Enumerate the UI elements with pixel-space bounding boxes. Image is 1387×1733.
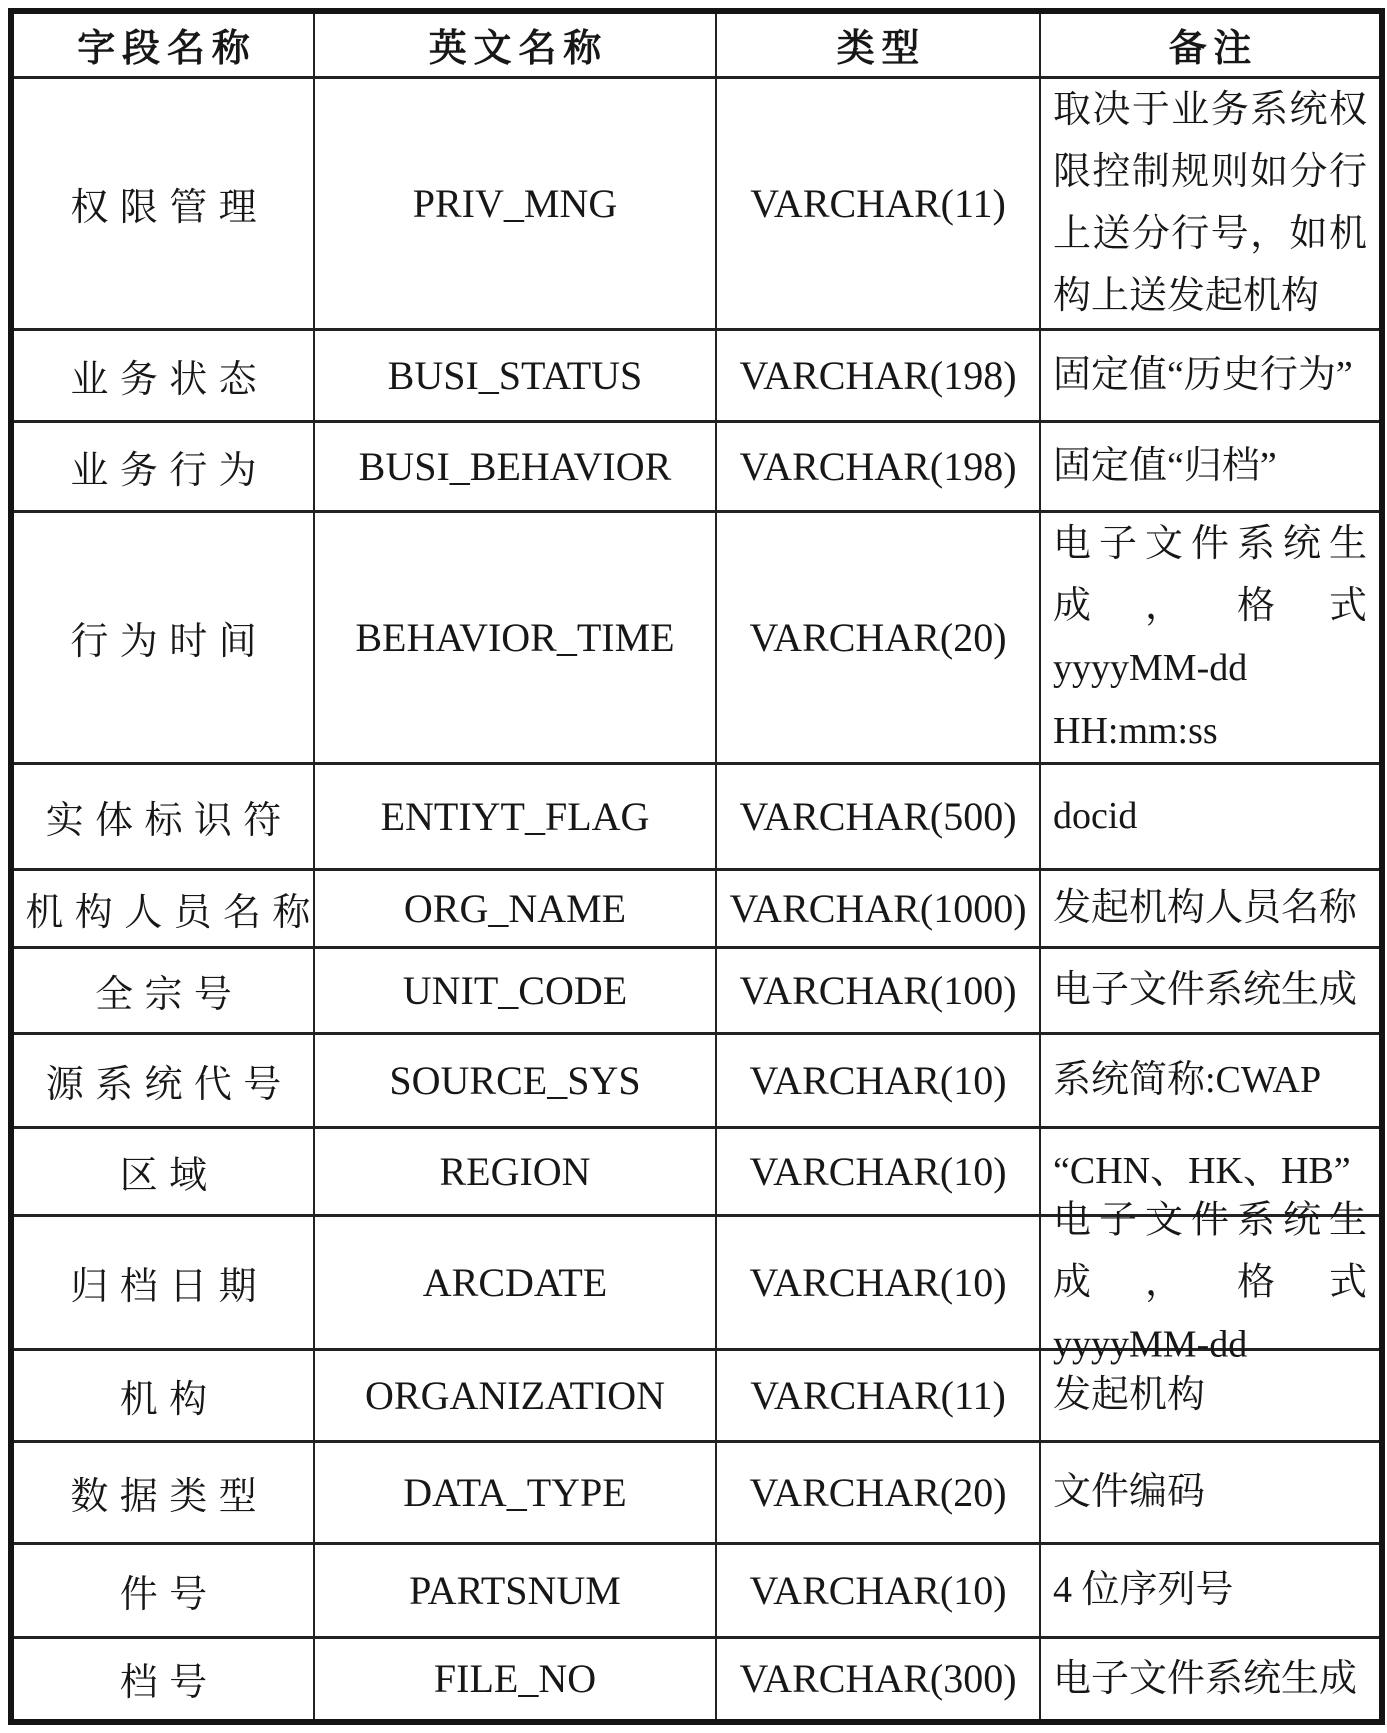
remark-cell: 电子文件系统生成: [1040, 1638, 1382, 1722]
table-row: [11, 511, 1382, 763]
field-name-cell: 档号: [11, 1638, 314, 1722]
type-cell: VARCHAR(20): [716, 1442, 1040, 1544]
col-header-remark: 备注: [1040, 11, 1382, 77]
field-name-cell: 权限管理: [11, 77, 314, 329]
type-cell: VARCHAR(20): [716, 511, 1040, 763]
table-row: [11, 1638, 1382, 1722]
table-row: [11, 329, 1382, 421]
remark-cell: 系统简称:CWAP: [1040, 1034, 1382, 1128]
english-name-cell: BUSI_BEHAVIOR: [314, 421, 716, 511]
field-name-cell: 业务状态: [11, 329, 314, 421]
remark-cell: 发起机构人员名称: [1040, 870, 1382, 948]
type-cell: VARCHAR(10): [716, 1544, 1040, 1638]
english-name-cell: PARTSNUM: [314, 1544, 716, 1638]
english-name-cell: UNIT_CODE: [314, 948, 716, 1034]
field-name-cell: 区域: [11, 1128, 314, 1216]
type-cell: VARCHAR(10): [716, 1216, 1040, 1350]
english-name-cell: REGION: [314, 1128, 716, 1216]
field-name-cell: 归档日期: [11, 1216, 314, 1350]
col-header-english-name: 英文名称: [314, 11, 716, 77]
remark-cell: 电子文件系统生成: [1040, 948, 1382, 1034]
type-cell: VARCHAR(500): [716, 764, 1040, 870]
field-name-cell: 件号: [11, 1544, 314, 1638]
field-definition-table: [8, 8, 1385, 1725]
field-name-cell: 机构: [11, 1350, 314, 1442]
english-name-cell: BEHAVIOR_TIME: [314, 511, 716, 763]
remark-cell: 取决于业务系统权限控制规则如分行上送分行号，如机构上送发起机构: [1040, 77, 1382, 329]
type-cell: VARCHAR(100): [716, 948, 1040, 1034]
table-row: [11, 764, 1382, 870]
table-row: [11, 1544, 1382, 1638]
english-name-cell: BUSI_STATUS: [314, 329, 716, 421]
type-cell: VARCHAR(1000): [716, 870, 1040, 948]
remark-cell: 电子文件系统生成，格式 yyyyMM-dd HH:mm:ss: [1040, 511, 1382, 763]
table-row: [11, 77, 1382, 329]
document-page: [0, 8, 1387, 1733]
type-cell: VARCHAR(300): [716, 1638, 1040, 1722]
table-row: [11, 1216, 1382, 1350]
english-name-cell: DATA_TYPE: [314, 1442, 716, 1544]
english-name-cell: SOURCE_SYS: [314, 1034, 716, 1128]
type-cell: VARCHAR(198): [716, 329, 1040, 421]
english-name-cell: ENTIYT_FLAG: [314, 764, 716, 870]
english-name-cell: FILE_NO: [314, 1638, 716, 1722]
remark-cell: 固定值“归档”: [1040, 421, 1382, 511]
field-name-cell: 全宗号: [11, 948, 314, 1034]
col-header-type: 类型: [716, 11, 1040, 77]
english-name-cell: ORG_NAME: [314, 870, 716, 948]
remark-cell: 4 位序列号: [1040, 1544, 1382, 1638]
remark-cell: 文件编码: [1040, 1442, 1382, 1544]
field-name-cell: 业务行为: [11, 421, 314, 511]
remark-overflow-text: 电子文件系统生成，格式 yyyyMM-dd: [1053, 1199, 1367, 1366]
field-name-cell: 源系统代号: [11, 1034, 314, 1128]
table-row: [11, 870, 1382, 948]
field-name-cell: 行为时间: [11, 511, 314, 763]
english-name-cell: ORGANIZATION: [314, 1350, 716, 1442]
field-name-cell: 实体标识符: [11, 764, 314, 870]
remark-cell: “CHN、HK、HB”: [1040, 1128, 1382, 1216]
remark-cell: 发起机构: [1040, 1350, 1382, 1442]
type-cell: VARCHAR(198): [716, 421, 1040, 511]
english-name-cell: PRIV_MNG: [314, 77, 716, 329]
remark-cell: docid: [1040, 764, 1382, 870]
table-row: [11, 948, 1382, 1034]
type-cell: VARCHAR(10): [716, 1034, 1040, 1128]
field-name-cell: 数据类型: [11, 1442, 314, 1544]
remark-cell: [1040, 1199, 1382, 1366]
type-cell: VARCHAR(11): [716, 77, 1040, 329]
table-row: [11, 1442, 1382, 1544]
col-header-field-name: 字段名称: [11, 11, 314, 77]
type-cell: VARCHAR(10): [716, 1128, 1040, 1216]
header-row: [11, 11, 1382, 77]
field-name-cell: 机构人员名称: [11, 870, 314, 948]
type-cell: VARCHAR(11): [716, 1350, 1040, 1442]
english-name-cell: ARCDATE: [314, 1216, 716, 1350]
table-row: [11, 421, 1382, 511]
table-row: [11, 1034, 1382, 1128]
remark-cell: 固定值“历史行为”: [1040, 329, 1382, 421]
